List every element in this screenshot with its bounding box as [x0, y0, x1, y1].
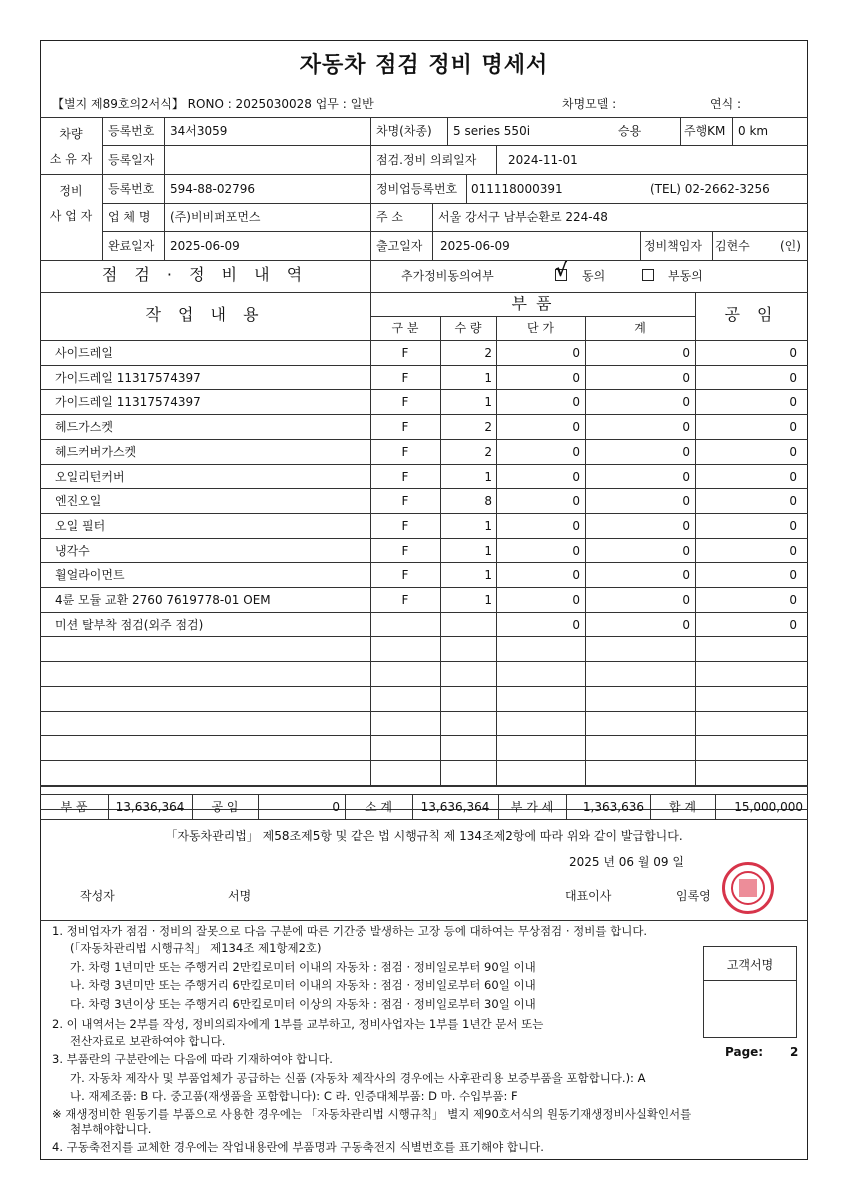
- row-labor: 0: [789, 617, 797, 632]
- row-labor: 0: [789, 420, 797, 435]
- shop-name-label: 업 체 명: [108, 210, 151, 224]
- reg-no: 34서3059: [170, 124, 228, 138]
- rule: [703, 980, 797, 981]
- rule: [712, 231, 713, 260]
- sum-label: 합 계: [669, 800, 696, 814]
- row-unit-price: 0: [572, 469, 580, 484]
- model-label: 차명모델 :: [562, 97, 617, 111]
- row-rule: [40, 711, 808, 712]
- row-rule: [40, 686, 808, 687]
- row-rule: [40, 389, 808, 390]
- row-rule: [40, 612, 808, 613]
- biz-no: 011118000391: [471, 182, 563, 196]
- row-labor: 0: [789, 518, 797, 533]
- reg-date-label: 등록일자: [108, 153, 155, 167]
- note-line: 다. 차령 3년이상 또는 주행거리 6만킬로미터 이상의 자동차 : 점검 · 정비일로부터 30일 이내: [70, 997, 536, 1011]
- col-work: 작 업 내 용: [145, 305, 265, 324]
- row-type: F: [401, 593, 409, 607]
- note-line: 나. 재제조품: B 다. 중고품(재생품을 포함합니다): C 라. 인증대체부품: D 마. 수입부품: F: [70, 1089, 518, 1103]
- row-qty: 1: [484, 395, 492, 410]
- rule: [695, 292, 696, 786]
- row-labor: 0: [789, 593, 797, 607]
- row-work: 사이드레일: [55, 346, 113, 360]
- note-line: 전산자료로 보관하여야 합니다.: [70, 1034, 226, 1048]
- row-type: F: [401, 346, 409, 360]
- note-line: ※ 재생정비한 원동기를 부품으로 사용한 경우에는 「자동차관리법 시행규칙」 별지 제90호서식의 원동기재생정비사실확인서를: [52, 1107, 692, 1121]
- col-labor: 공 임: [724, 305, 779, 324]
- row-total: 0: [682, 617, 690, 632]
- sign-label: 서명: [228, 889, 252, 903]
- agree-label: 동의: [582, 269, 606, 283]
- row-total: 0: [682, 543, 690, 558]
- rule: [102, 231, 808, 232]
- note-line: 3. 부품란의 구분란에는 다음에 따라 기재하여야 합니다.: [52, 1052, 333, 1066]
- owner-label-2: 소 유 자: [49, 152, 93, 166]
- km-label: 주행KM: [684, 124, 726, 138]
- row-work: 오일 필터: [55, 518, 106, 533]
- vat-label: 부 가 세: [510, 800, 554, 814]
- row-total: 0: [682, 444, 690, 459]
- row-type: F: [401, 568, 409, 583]
- col-parts: 부 품: [511, 294, 554, 313]
- row-work: 휠얼라이먼트: [55, 568, 125, 583]
- note-line: 4. 구동축전지를 교체한 경우에는 작업내용란에 부품명과 구동축전지 식별번호를 표기해야 합니다.: [52, 1140, 544, 1154]
- rule: [447, 117, 448, 145]
- note-line: 1. 정비업자가 점검 · 정비의 잘못으로 다음 구분에 따른 기간중 발생하는 고장 등에 대하여는 무상점검 · 정비를 합니다.: [52, 924, 648, 938]
- subtotal: 13,636,364: [420, 800, 490, 814]
- row-labor: 0: [789, 568, 797, 583]
- row-qty: 1: [484, 469, 492, 484]
- ceo-label: 대표이사: [565, 889, 612, 903]
- row-qty: 8: [484, 494, 492, 509]
- rule: [370, 292, 371, 786]
- row-unit-price: 0: [572, 617, 580, 632]
- shop-name: (주)비비퍼포먼스: [170, 210, 261, 224]
- request-date-label: 점검.정비 의뢰일자: [376, 153, 477, 167]
- row-qty: 1: [484, 543, 492, 558]
- row-rule: [40, 488, 808, 489]
- page-label: Page:: [725, 1045, 764, 1059]
- row-rule: [40, 562, 808, 563]
- tel: (TEL) 02-2662-3256: [650, 182, 770, 196]
- row-qty: 1: [484, 593, 492, 607]
- rule: [496, 145, 497, 174]
- customer-sign-label: 고객서명: [726, 958, 774, 972]
- row-qty: 2: [484, 444, 492, 459]
- km-value: 0 km: [738, 124, 769, 138]
- row-work: 오일리턴커버: [55, 469, 125, 484]
- row-unit-price: 0: [572, 568, 580, 583]
- labor-total: 0: [332, 800, 340, 814]
- row-type: F: [401, 518, 409, 533]
- shop-reg-no: 594-88-02796: [170, 182, 256, 196]
- rule: [732, 117, 733, 145]
- rule: [40, 117, 808, 118]
- note-line: 2. 이 내역서는 2부를 작성, 정비의뢰자에게 1부를 교부하고, 정비사업자는 1부를 1년간 문서 또는: [52, 1017, 544, 1031]
- shop-label-2: 사 업 자: [49, 209, 93, 223]
- row-labor: 0: [789, 494, 797, 509]
- disagree-checkbox[interactable]: [642, 269, 654, 281]
- address: 서울 강서구 남부순환로 224-48: [438, 210, 608, 224]
- done-date-label: 완료일자: [108, 239, 155, 253]
- row-type: F: [401, 370, 409, 385]
- rule: [370, 316, 695, 317]
- row-total: 0: [682, 568, 690, 583]
- reg-no-label: 등록번호: [108, 124, 155, 138]
- year-label: 연식 :: [710, 97, 742, 111]
- rule: [40, 292, 808, 293]
- row-unit-price: 0: [572, 593, 580, 607]
- row-unit-price: 0: [572, 444, 580, 459]
- row-rule: [40, 538, 808, 539]
- issue-statement: 「자동차관리법」 제58조제5항 및 같은 법 시행규칙 제 134조제2항에 따라 위와 같이 발급합니다.: [165, 829, 683, 843]
- rule: [164, 117, 165, 260]
- rule: [40, 794, 808, 795]
- row-unit-price: 0: [572, 395, 580, 410]
- row-qty: 2: [484, 420, 492, 435]
- row-unit-price: 0: [572, 518, 580, 533]
- note-line: 나. 차령 3년미만 또는 주행거리 6만킬로미터 이내의 자동차 : 점검 · 정비일로부터 60일 이내: [70, 978, 536, 992]
- row-work: 냉각수: [55, 543, 90, 558]
- row-rule: [40, 587, 808, 588]
- writer-label: 작성자: [80, 889, 115, 903]
- row-labor: 0: [789, 469, 797, 484]
- check-mark-icon: √: [555, 260, 568, 281]
- form-info: 【별지 제89호의2서식】 RONO : 2025030028 업무 : 일반: [52, 97, 374, 111]
- row-unit-price: 0: [572, 494, 580, 509]
- row-unit-price: 0: [572, 420, 580, 435]
- row-labor: 0: [789, 370, 797, 385]
- row-qty: 1: [484, 518, 492, 533]
- parts-total-label: 부 품: [60, 800, 88, 814]
- note-line: 첨부해야합니다.: [70, 1122, 152, 1136]
- page-title: 자동차 점검 정비 명세서: [299, 53, 549, 78]
- row-total: 0: [682, 370, 690, 385]
- manager-label: 정비책임자: [644, 239, 702, 253]
- row-labor: 0: [789, 395, 797, 410]
- rule: [40, 260, 808, 261]
- row-rule: [40, 365, 808, 366]
- row-total: 0: [682, 469, 690, 484]
- manager-name: 김현수: [715, 239, 750, 253]
- rule: [466, 174, 467, 203]
- row-work: 가이드레일 11317574397: [55, 395, 201, 410]
- row-work: 헤드가스켓: [55, 420, 113, 435]
- rule: [432, 231, 433, 260]
- rule: [40, 819, 808, 820]
- parts-total: 13,636,364: [115, 800, 185, 814]
- row-work: 헤드커버가스켓: [55, 444, 137, 459]
- row-type: F: [401, 469, 409, 484]
- manager-seal: (인): [780, 239, 801, 253]
- owner-label: 차량: [59, 127, 83, 141]
- shop-label: 정비: [59, 184, 83, 198]
- company-seal-stamp: [722, 862, 774, 914]
- page-number: 2: [790, 1045, 799, 1059]
- done-date: 2025-06-09: [170, 239, 240, 253]
- row-type: F: [401, 444, 409, 459]
- rule: [40, 174, 808, 175]
- row-type: F: [401, 494, 409, 509]
- out-date-label: 출고일자: [376, 239, 423, 253]
- col-qty: 수 량: [454, 321, 482, 335]
- row-total: 0: [682, 395, 690, 410]
- rule: [40, 786, 808, 787]
- car-name: 5 series 550i: [453, 124, 531, 138]
- col-total: 계: [634, 321, 646, 335]
- row-qty: 1: [484, 568, 492, 583]
- row-total: 0: [682, 494, 690, 509]
- row-rule: [40, 414, 808, 415]
- rule: [370, 260, 371, 292]
- rule: [102, 117, 103, 260]
- row-qty: 2: [484, 346, 492, 360]
- row-total: 0: [682, 420, 690, 435]
- note-line: 가. 자동차 제작사 및 부품업체가 공급하는 신품 (자동차 제작사의 경우에는 사후관리용 보증부품을 포함합니다.): A: [70, 1071, 646, 1085]
- row-rule: [40, 513, 808, 514]
- rule: [680, 117, 681, 145]
- note-line: 가. 차령 1년미만 또는 주행거리 2만킬로미터 이내의 자동차 : 점검 · 정비일로부터 90일 이내: [70, 960, 536, 974]
- row-qty: 1: [484, 370, 492, 385]
- disagree-label: 부동의: [668, 269, 703, 283]
- car-type: 승용: [618, 124, 642, 138]
- rule: [102, 203, 808, 204]
- rule: [40, 920, 808, 921]
- row-rule: [40, 464, 808, 465]
- subtotal-label: 소 계: [365, 800, 392, 814]
- rule: [102, 145, 808, 146]
- rule: [370, 117, 371, 260]
- row-rule: [40, 636, 808, 637]
- car-name-label: 차명(차종): [376, 124, 432, 138]
- row-type: F: [401, 395, 409, 410]
- row-total: 0: [682, 518, 690, 533]
- vat: 1,363,636: [582, 800, 644, 814]
- row-total: 0: [682, 346, 690, 360]
- row-type: F: [401, 420, 409, 435]
- row-rule: [40, 661, 808, 662]
- rule: [640, 231, 641, 260]
- row-work: 미션 탈부착 점검(외주 점검): [55, 617, 204, 632]
- issue-date: 2025 년 06 월 09 일: [569, 855, 684, 869]
- biz-no-label: 정비업등록번호: [376, 182, 458, 196]
- row-rule: [40, 439, 808, 440]
- section-heading: 점 검 · 정 비 내 역: [101, 265, 309, 284]
- col-unit-price: 단 가: [527, 321, 554, 335]
- labor-total-label: 공 임: [211, 800, 239, 814]
- row-labor: 0: [789, 543, 797, 558]
- row-work: 4륜 모듈 교환 2760 7619778-01 OEM: [55, 593, 271, 607]
- sum: 15,000,000: [734, 800, 803, 814]
- addr-label: 주 소: [376, 210, 403, 224]
- row-type: F: [401, 543, 409, 558]
- row-work: 가이드레일 11317574397: [55, 370, 201, 385]
- row-labor: 0: [789, 444, 797, 459]
- note-line: (「자동차관리법 시행규칙」 제134조 제1항제2호): [70, 941, 322, 955]
- row-rule: [40, 760, 808, 761]
- ceo-name: 임록영: [676, 889, 711, 903]
- consent-label: 추가정비동의여부: [401, 269, 494, 283]
- request-date: 2024-11-01: [508, 153, 578, 167]
- row-unit-price: 0: [572, 543, 580, 558]
- row-unit-price: 0: [572, 346, 580, 360]
- row-work: 엔진오일: [55, 494, 102, 509]
- rule: [40, 340, 808, 341]
- row-unit-price: 0: [572, 370, 580, 385]
- row-labor: 0: [789, 346, 797, 360]
- col-type: 구 분: [391, 321, 419, 335]
- shop-reg-label: 등록번호: [108, 182, 155, 196]
- out-date: 2025-06-09: [440, 239, 510, 253]
- row-total: 0: [682, 593, 690, 607]
- rule: [432, 203, 433, 231]
- row-rule: [40, 735, 808, 736]
